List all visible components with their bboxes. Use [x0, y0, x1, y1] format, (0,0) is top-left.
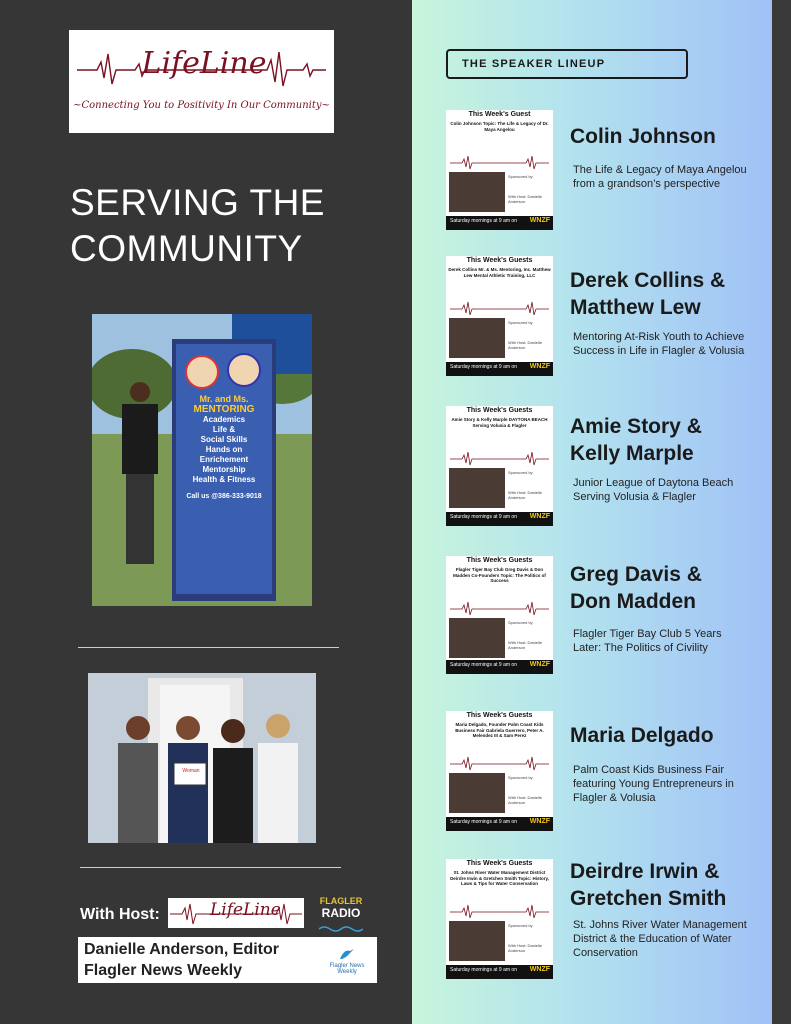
card-body: Flagler Tiger Bay Club Greg Davis & Don Madden Co-Founders Topic: The Politics of Success	[453, 567, 546, 583]
card-photo	[449, 468, 505, 508]
card-host: With Host: Danielle Anderson	[508, 340, 543, 350]
card-heading: This Week's Guests	[466, 860, 533, 867]
card-photo	[449, 172, 505, 212]
banner-line: Enrichement	[199, 455, 249, 464]
card-photo	[449, 318, 505, 358]
speaker-name-line: Don Madden	[570, 590, 696, 613]
speaker-name-line: Gretchen Smith	[570, 887, 727, 910]
card-footer	[446, 216, 553, 230]
card-heading: This Week's Guests	[466, 407, 533, 414]
ecg-line-icon	[450, 300, 549, 316]
divider	[80, 867, 341, 868]
card-footer	[446, 965, 553, 979]
speaker-name	[570, 561, 702, 615]
banner-text	[178, 394, 270, 500]
page-title	[70, 180, 370, 272]
speaker-description: Flagler Tiger Bay Club 5 Years Later: The Politics of Civility	[573, 628, 722, 654]
radio-line1: FLAGLER	[319, 896, 363, 906]
card-body: Maria Delgado, Founder Palm Coast Kids Business Fair Gabriela Guerrero, Peter A. Melendez III & Sam Perez	[455, 722, 544, 738]
speaker-name-line: Maria Delgado	[570, 724, 714, 747]
editor-box	[78, 937, 377, 983]
card-station: WNZF	[529, 661, 550, 668]
flagler-radio-logo	[315, 896, 367, 938]
page-title-line1: SERVING THE	[70, 182, 325, 223]
radio-line2: RADIO	[321, 906, 361, 920]
speaker-name	[570, 858, 726, 912]
card-sponsor: Sponsored by	[508, 320, 533, 325]
card-footer-text: Saturday mornings at 9 am on	[450, 514, 517, 520]
ecg-line-icon	[450, 755, 549, 771]
lifeline-logo	[69, 30, 334, 133]
card-station: WNZF	[529, 966, 550, 973]
speaker-lineup-label	[446, 49, 688, 79]
card-host: With Host: Danielle Anderson	[508, 640, 543, 650]
ecg-line-icon	[450, 903, 549, 919]
guest-flyer-card	[446, 256, 553, 376]
card-footer-text: Saturday mornings at 9 am on	[450, 218, 517, 224]
card-station: WNZF	[529, 513, 550, 520]
speaker-name-line: Deirdre Irwin &	[570, 860, 720, 883]
editor-publication: Flagler News Weekly	[84, 962, 242, 979]
card-sponsor: Sponsored by	[508, 775, 533, 780]
logo-tagline: ~Connecting You to Positivity In Our Community~	[73, 100, 330, 111]
speaker-description: St. Johns River Water Management District & the Education of Water Conservation	[573, 919, 747, 959]
card-footer-text: Saturday mornings at 9 am on	[450, 967, 517, 973]
speaker-name	[570, 413, 702, 467]
speaker-name	[570, 123, 716, 150]
card-body: St. Johns River Water Management District Deirdre Irwin & Gretchen Smith Topic: History, Laws & Tips for Water Conservation	[450, 870, 549, 886]
card-station: WNZF	[529, 363, 550, 370]
editor-name: Danielle Anderson, Editor	[84, 941, 279, 958]
right-edge-strip	[772, 0, 791, 1024]
host-logo-word: LifeLine	[210, 900, 281, 920]
guest-flyer-card	[446, 556, 553, 674]
card-footer	[446, 817, 553, 831]
card-heading: This Week's Guests	[466, 557, 533, 564]
card-station: WNZF	[529, 818, 550, 825]
banner-line: Life &	[212, 425, 236, 434]
speaker-name-line: Colin Johnson	[570, 125, 716, 148]
guest-flyer-card	[446, 859, 553, 979]
banner-line: Health & Fitness	[192, 475, 256, 484]
ecg-line-icon	[450, 450, 549, 466]
divider	[78, 647, 339, 648]
card-host: With Host: Danielle Anderson	[508, 943, 543, 953]
speaker-name	[570, 267, 725, 321]
card-sponsor: Sponsored by	[508, 174, 533, 179]
speaker-name	[570, 722, 714, 749]
card-host: With Host: Danielle Anderson	[508, 490, 543, 500]
ecg-line-icon	[450, 154, 549, 170]
group-photo	[88, 673, 316, 843]
speaker-description: The Life & Legacy of Maya Angelou from a grandson’s perspective	[573, 164, 747, 190]
card-footer	[446, 512, 553, 526]
fnw-logo-text: Flagler News Weekly	[329, 963, 365, 975]
banner-phone: Call us @386-333-9018	[186, 493, 262, 500]
card-footer-text: Saturday mornings at 9 am on	[450, 819, 517, 825]
guest-flyer-card	[446, 711, 553, 831]
banner-line: Hands on	[205, 445, 243, 454]
speaker-name-line: Amie Story &	[570, 415, 702, 438]
banner-title2: MENTORING	[193, 404, 255, 415]
page-title-line2: COMMUNITY	[70, 228, 303, 269]
card-footer	[446, 362, 553, 376]
card-sponsor: Sponsored by	[508, 470, 533, 475]
speaker-lineup-title: THE SPEAKER LINEUP	[462, 58, 606, 70]
banner-line: Social Skills	[200, 435, 248, 444]
wave-icon	[319, 925, 363, 933]
speaker-name-line: Greg Davis &	[570, 563, 702, 586]
heron-icon	[338, 947, 356, 961]
card-host: With Host: Danielle Anderson	[508, 795, 543, 805]
speaker-description: Mentoring At-Risk Youth to Achieve Success in Life in Flagler & Volusia	[573, 331, 745, 357]
speaker-name-line: Derek Collins &	[570, 269, 726, 292]
card-photo	[449, 618, 505, 658]
card-body: Derek Collins Mr. & Ms. Mentoring, Inc. Matthew Lew Mental Athletic Training, LLC	[448, 267, 551, 278]
card-sponsor: Sponsored by	[508, 620, 533, 625]
card-sponsor: Sponsored by	[508, 923, 533, 928]
card-footer-text: Saturday mornings at 9 am on	[450, 364, 517, 370]
card-heading: This Week's Guest	[468, 111, 531, 118]
card-body: Colin Johnson Topic: The Life & Legacy of Dr. Maya Angelou	[450, 121, 549, 132]
card-heading: This Week's Guests	[466, 257, 533, 264]
flagler-news-weekly-logo	[325, 947, 369, 975]
card-photo	[449, 921, 505, 961]
guest-flyer-card	[446, 110, 553, 230]
card-host: With Host: Danielle Anderson	[508, 194, 543, 204]
photo-scene	[88, 673, 316, 843]
card-photo	[449, 773, 505, 813]
banner-line: Mentorship	[202, 465, 246, 474]
speaker-name-line: Kelly Marple	[570, 442, 694, 465]
photo2-sign: Woman	[182, 768, 200, 774]
card-station: WNZF	[529, 217, 550, 224]
card-footer	[446, 660, 553, 674]
speaker-name-line: Matthew Lew	[570, 296, 701, 319]
mentoring-event-photo	[92, 314, 312, 606]
card-footer-text: Saturday mornings at 9 am on	[450, 662, 517, 668]
speaker-description: Junior League of Daytona Beach Serving Volusia & Flagler	[573, 477, 734, 503]
banner-title1: Mr. and Ms.	[199, 394, 249, 404]
host-label: With Host:	[80, 906, 160, 923]
ecg-line-icon	[450, 600, 549, 616]
logo-word: LifeLine	[141, 46, 267, 81]
card-body: Amie Story & Kelly Marple DAYTONA BEACH Serving Volusia & Flagler	[451, 417, 548, 428]
host-lifeline-logo	[168, 898, 304, 928]
banner-line: Academics	[202, 415, 246, 424]
guest-flyer-card	[446, 406, 553, 526]
speaker-description: Palm Coast Kids Business Fair featuring Young Entrepreneurs in Flagler & Volusia	[573, 764, 734, 804]
card-heading: This Week's Guests	[466, 712, 533, 719]
